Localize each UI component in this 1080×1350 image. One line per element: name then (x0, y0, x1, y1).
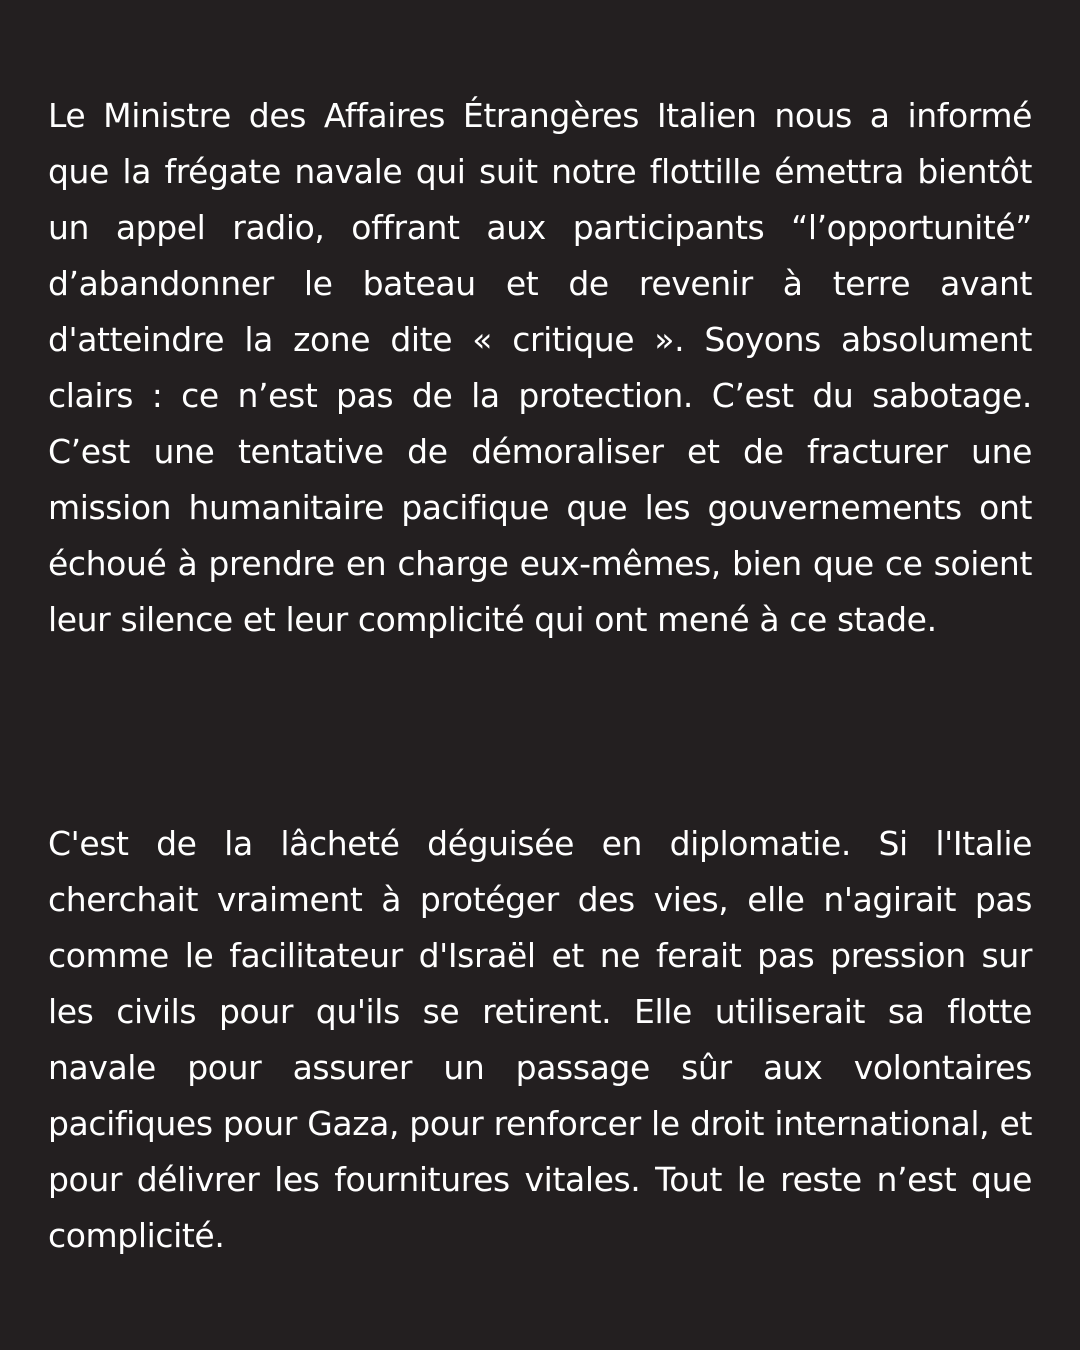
paragraph-1: Le Ministre des Affaires Étrangères Italien nous a informé que la frégate navale qui suit notre flottille émettra bientôt un appel radio, offrant aux participants “l’opportunité” d’abandonner le bateau et de revenir à terre avant d'atteindre la zone dite « critique ». Soyons absolument clairs : ce n’est pas de la protection. C’est du sabotage. C’est une tentative de démoraliser et de fracturer une mission humanitaire pacifique que les gouvernements ont échoué à prendre en charge eux-mêmes, bien que ce soient leur silence et leur complicité qui ont mené à ce stade. (48, 96, 1032, 639)
paragraph-2: C'est de la lâcheté déguisée en diplomatie. Si l'Italie cherchait vraiment à protéger des vies, elle n'agirait pas comme le facilitateur d'Israël et ne ferait pas pression sur les civils pour qu'ils se retirent. Elle utiliserait sa flotte navale pour assurer un passage sûr aux volontaires pacifiques pour Gaza, pour renforcer le droit international, et pour délivrer les fournitures vitales. Tout le reste n’est que complicité. (48, 824, 1032, 1255)
